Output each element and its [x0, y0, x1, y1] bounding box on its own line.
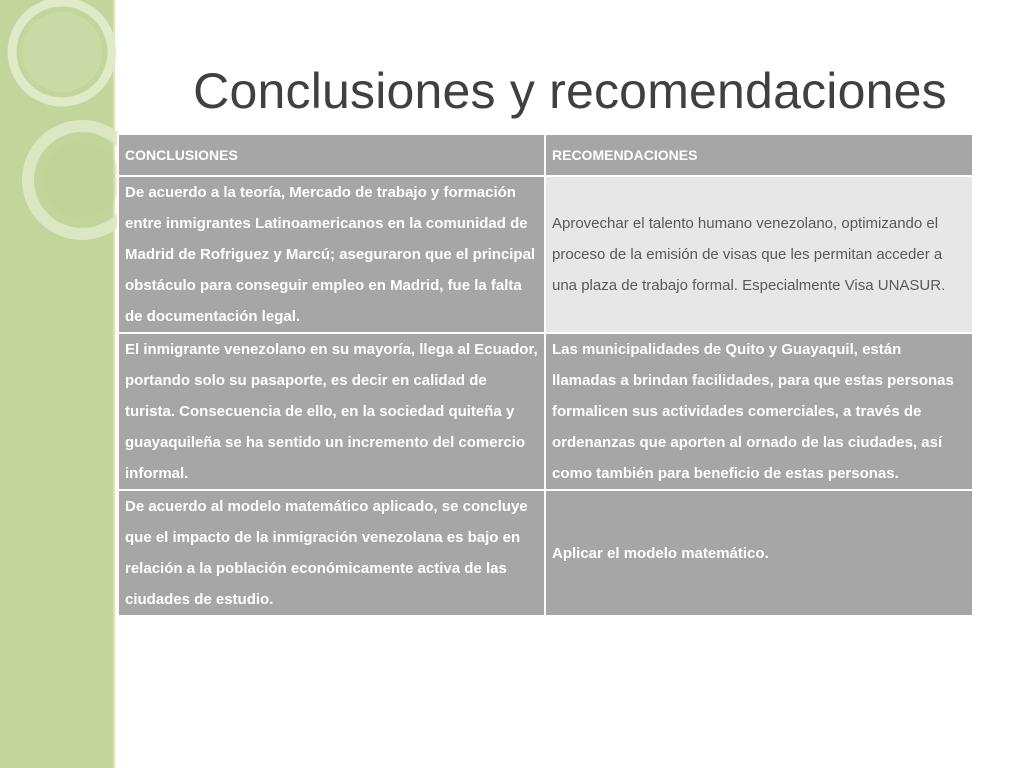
- table-row: [118, 490, 973, 616]
- table-row: [118, 333, 973, 490]
- deco-disc-small: [44, 142, 120, 218]
- table-header-row: [118, 134, 973, 176]
- recommendation-cell: Aprovechar el talento humano venezolano, optimizando el proceso de la emisión de visas que les permitan acceder a una plaza de trabajo formal. Especialmente Visa UNASUR.: [545, 176, 973, 333]
- recommendation-cell: Aplicar el modelo matemático.: [545, 490, 973, 616]
- conclusion-cell: De acuerdo a la teoría, Mercado de trabajo y formación entre inmigrantes Latinoamericanos en la comunidad de Madrid de Rofriguez y Marcú; aseguraron que el principal obstáculo para conseguir empleo en Madrid, fue la falta de documentación legal.: [118, 176, 545, 333]
- conclusion-cell: El inmigrante venezolano en su mayoría, llega al Ecuador, portando solo su pasaporte, es decir en calidad de turista. Consecuencia de ello, en la sociedad quiteña y guayaquileña se ha sentido un incremento del comercio informal.: [118, 333, 545, 490]
- table-row: [118, 176, 973, 333]
- header-conclusiones: CONCLUSIONES: [118, 134, 545, 176]
- header-recomendaciones: RECOMENDACIONES: [545, 134, 973, 176]
- conclusion-cell: De acuerdo al modelo matemático aplicado, se concluye que el impacto de la inmigración venezolana es bajo en relación a la población económicamente activa de las ciudades de estudio.: [118, 490, 545, 616]
- conclusions-table: [117, 133, 974, 617]
- slide-title: Conclusiones y recomendaciones: [193, 63, 947, 119]
- deco-disc-large: [22, 12, 102, 92]
- recommendation-cell: Las municipalidades de Quito y Guayaquil, están llamadas a brindan facilidades, para que estas personas formalicen sus actividades comerciales, a través de ordenanzas que aporten al ornado de las ciudades, así como también para beneficio de estas personas.: [545, 333, 973, 490]
